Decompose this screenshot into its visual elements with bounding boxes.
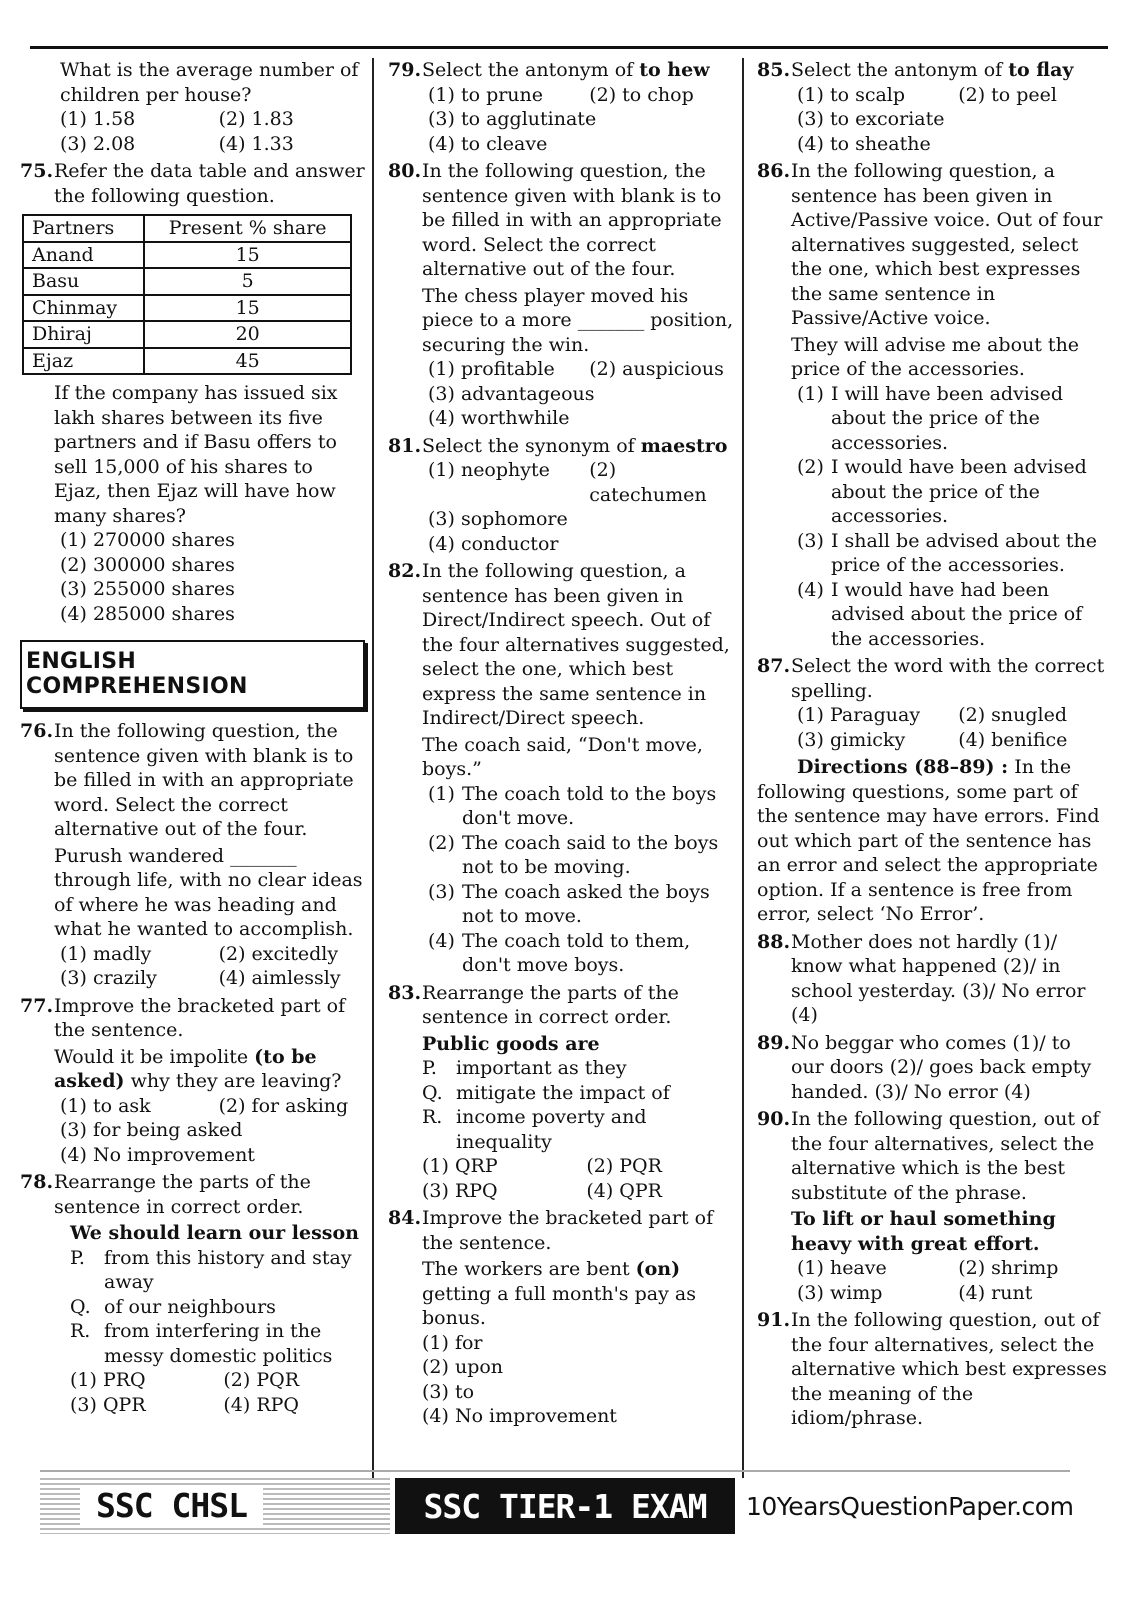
option[interactable] (428, 880, 738, 929)
option[interactable]: (3) for being asked (60, 1119, 243, 1141)
directions-label: Directions (88–89) : (797, 756, 1009, 778)
question-80 (388, 159, 738, 282)
option[interactable]: (4) RPQ (223, 1393, 300, 1416)
option-number: (1) (428, 782, 455, 805)
question-stem (791, 58, 1107, 83)
option[interactable]: (2) to chop (589, 83, 694, 106)
option[interactable] (797, 455, 1107, 529)
key-word: maestro (640, 434, 728, 457)
option[interactable]: (2) 1.83 (218, 108, 294, 130)
option[interactable]: (4) benifice (958, 728, 1068, 751)
part-text: important as they (456, 1057, 627, 1079)
option-text: The coach told to them, don't move boys. (462, 929, 691, 976)
option[interactable]: (2) shrimp (958, 1257, 1059, 1279)
option[interactable]: (3) QPR (70, 1393, 146, 1416)
option-number: (2) (797, 456, 824, 478)
question-stem: In the following question, a sentence has been given in Active/Passive voice. Out of four alternatives suggested, select the one, which best expresses the same sentence in Passive/Active voice. (791, 160, 1103, 329)
option[interactable]: (3) sophomore (428, 508, 568, 530)
question-number: 80. (388, 160, 422, 182)
option[interactable]: (2) PQR (586, 1155, 662, 1177)
q78-lead: We should learn our lesson (70, 1222, 359, 1244)
q77-text (20, 1045, 365, 1094)
option[interactable]: (3) to (422, 1380, 475, 1403)
option[interactable]: (3) 255000 shares (60, 578, 235, 600)
sentence-part: The workers are bent (422, 1258, 636, 1280)
option[interactable]: (1) neophyte (428, 459, 550, 481)
question-number: 75. (20, 160, 54, 182)
q90-phrase: To lift or haul something heavy with great effort. (791, 1208, 1056, 1255)
table-cell: Dhiraj (23, 321, 144, 348)
question-84 (388, 1206, 738, 1255)
table-row (23, 295, 351, 322)
option[interactable]: (4) to sheathe (797, 132, 931, 155)
table-cell: 20 (144, 321, 351, 348)
option[interactable] (428, 929, 738, 978)
column-3 (757, 58, 1107, 1431)
option[interactable]: (4) aimlessly (218, 967, 341, 989)
footer-website: 10YearsQuestionPaper.com (746, 1492, 1074, 1521)
question-82 (388, 559, 738, 731)
part-label: P. (422, 1057, 437, 1079)
option[interactable]: (4) 285000 shares (60, 602, 235, 625)
question-number: 81. (388, 434, 422, 457)
option[interactable]: (1) to prune (428, 83, 544, 106)
part-item (422, 1081, 738, 1106)
question-88 (757, 930, 1107, 1028)
question-number: 84. (388, 1207, 422, 1229)
option[interactable]: (1) 1.58 (60, 108, 136, 130)
part-label: Q. (70, 1295, 91, 1318)
option[interactable]: (4) to cleave (428, 132, 548, 155)
key-word: to flay (1008, 59, 1074, 81)
question-stem (422, 58, 738, 83)
table-row (23, 242, 351, 269)
option[interactable] (797, 529, 1107, 578)
question-number: 89. (757, 1031, 791, 1054)
option[interactable]: (2) auspicious (589, 358, 724, 380)
question-number: 82. (388, 560, 422, 582)
question-number: 83. (388, 981, 422, 1004)
option[interactable]: (1) madly (60, 942, 152, 965)
q86-options (757, 382, 1107, 652)
question-number: 86. (757, 160, 791, 182)
option[interactable]: (2) 300000 shares (60, 553, 235, 576)
column-divider (372, 58, 374, 1478)
bracketed-part: (on) (635, 1258, 681, 1280)
q75-options (20, 528, 365, 626)
option[interactable] (428, 782, 738, 831)
question-number: 76. (20, 720, 54, 742)
table-cell: Anand (23, 242, 144, 269)
q83-parts (388, 1056, 738, 1154)
q77-options (20, 1094, 365, 1168)
q90-options (757, 1256, 1107, 1305)
option[interactable]: (1) PRQ (70, 1369, 146, 1391)
question-text: No beggar who comes (1)/ to our doors (2)/ goes back empty handed. (3)/ No error (4) (791, 1031, 1092, 1103)
sentence-part: why they are leaving? (124, 1070, 342, 1092)
question-91 (757, 1308, 1107, 1431)
column-header: Present % share (144, 215, 351, 242)
table-cell: Basu (23, 268, 144, 295)
option[interactable]: (4) runt (958, 1281, 1033, 1304)
question-89 (757, 1031, 1107, 1105)
question-stem: Rearrange the parts of the sentence in correct order. (54, 1171, 311, 1218)
part-label: Q. (422, 1081, 443, 1104)
question-stem: In the following question, the sentence given with blank is to be filled in with an appropriate word. Select the correct alternative out of the four. (54, 720, 354, 840)
table-header-row (23, 215, 351, 242)
part-text: from this history and stay away (104, 1246, 352, 1293)
option[interactable]: (3) to agglutinate (428, 108, 597, 130)
question-85 (757, 58, 1107, 83)
option-number: (1) (797, 382, 824, 405)
q80-options (388, 357, 738, 431)
footer-rule (40, 1470, 1070, 1472)
option[interactable] (428, 831, 738, 880)
question-stem (422, 434, 738, 459)
table-cell: 15 (144, 295, 351, 322)
directions (757, 755, 1107, 927)
bracketed-part: (to be asked) (54, 1045, 317, 1092)
question-text: Mother does not hardly (1)/ know what happened (2)/ in school yesterday. (3)/ No error (4) (791, 930, 1086, 1026)
question-86 (757, 159, 1107, 331)
column-divider (742, 58, 744, 1478)
option[interactable]: (3) wimp (797, 1281, 883, 1304)
q76-text: Purush wandered _______ through life, with no clear ideas of where he was heading and what he wanted to accomplish. (54, 844, 363, 940)
table-cell: Ejaz (23, 348, 144, 375)
question-stem: In the following question, a sentence has been given in Direct/Indirect speech. Out of the four alternatives suggested, select the one, which best express the same sentence in Indirect/Direct speech. (422, 560, 730, 729)
q75-text: If the company has issued six lakh shares between its five partners and if Basu offers to sell 15,000 of his shares to Ejaz, then Ejaz will have how many shares? (54, 382, 338, 527)
question-number: 85. (757, 59, 791, 81)
question-87 (757, 654, 1107, 703)
option[interactable]: (4) No improvement (422, 1405, 617, 1427)
table-row (23, 348, 351, 375)
question-number: 77. (20, 994, 54, 1017)
question-stem: In the following question, out of the four alternatives, select the alternative which is the best substitute of the phrase. (791, 1108, 1100, 1204)
question-number: 78. (20, 1171, 54, 1193)
stem-text: Select the synonym of (422, 434, 641, 457)
key-word: to hew (639, 59, 710, 81)
question-number: 87. (757, 655, 791, 677)
column-2 (388, 58, 738, 1429)
q84-options (388, 1331, 738, 1429)
table-row (23, 321, 351, 348)
footer-left-text: SSC CHSL (80, 1486, 263, 1525)
question-83 (388, 981, 738, 1030)
option[interactable]: (1) to scalp (797, 83, 906, 106)
question-number: 91. (757, 1309, 791, 1331)
q82-options (388, 782, 738, 978)
table-row (23, 268, 351, 295)
footer-middle-block: SSC TIER-1 EXAM (395, 1478, 735, 1534)
q82-text: The coach said, “Don't move, boys.” (422, 733, 703, 780)
question-stem: Select the word with the correct spelling. (791, 655, 1105, 702)
stem-text: Select the antonym of (422, 59, 640, 81)
part-text: from interfering in the messy domestic politics (104, 1320, 333, 1367)
q83-lead: Public goods are (422, 1032, 600, 1055)
option[interactable]: (4) No improvement (60, 1143, 255, 1166)
option[interactable]: (3) gimicky (797, 728, 906, 751)
q84-text (388, 1257, 738, 1331)
option-text: The coach told to the boys don't move. (462, 782, 717, 829)
option[interactable]: (3) crazily (60, 967, 157, 989)
option[interactable]: (4) worthwhile (428, 407, 570, 429)
option[interactable] (797, 578, 1107, 652)
option-number: (3) (428, 880, 455, 903)
table-cell: 45 (144, 348, 351, 375)
q81-options (388, 458, 738, 556)
option[interactable]: (1) QRP (422, 1155, 498, 1177)
option-text: I would have been advised about the price of the accessories. (831, 456, 1087, 527)
part-item (70, 1319, 365, 1368)
option[interactable]: (2) catechumen (589, 459, 707, 506)
option[interactable] (797, 382, 1107, 456)
question-78 (20, 1170, 365, 1219)
question-stem: In the following question, out of the four alternatives, select the alternative which best expresses the meaning of the idiom/phrase. (791, 1309, 1107, 1429)
question-number: 79. (388, 59, 422, 81)
part-item (70, 1246, 365, 1295)
section-title: ENGLISH COMPREHENSION (20, 640, 365, 709)
table-cell: Chinmay (23, 295, 144, 322)
question-stem: In the following question, the sentence given with blank is to be filled in with an appropriate word. Select the correct alternative out of the four. (422, 160, 722, 280)
option[interactable]: (2) for asking (218, 1094, 349, 1117)
part-label: P. (70, 1246, 85, 1269)
option[interactable]: (2) excitedly (218, 942, 339, 965)
option[interactable]: (3) RPQ (422, 1179, 498, 1202)
option[interactable]: (1) to ask (60, 1094, 151, 1117)
question-79 (388, 58, 738, 83)
directions-text: In the following questions, some part of the sentence may have errors. Find out which part of the sentence has an error and select the appropriate option. If a sentence is free from error, select ‘No Error’. (757, 756, 1100, 925)
page-footer (40, 1470, 1074, 1542)
table-cell: 15 (144, 242, 351, 269)
part-item (422, 1056, 738, 1081)
table-cell: 5 (144, 268, 351, 295)
option[interactable]: (3) 2.08 (60, 132, 136, 155)
option[interactable]: (2) PQR (223, 1369, 300, 1391)
part-text: of our neighbours (104, 1295, 276, 1318)
option[interactable]: (3) to excoriate (797, 108, 945, 130)
option[interactable]: (1) heave (797, 1257, 887, 1279)
question-90 (757, 1107, 1107, 1205)
question-number: 90. (757, 1108, 791, 1130)
question-stem: Refer the data table and answer the following question. (54, 160, 365, 207)
question-stem: Improve the bracketed part of the sentence. (54, 994, 346, 1041)
column-header: Partners (23, 215, 144, 242)
option[interactable]: (1) Paraguay (797, 704, 921, 726)
q83-options (388, 1154, 738, 1203)
q78-parts (20, 1246, 365, 1369)
option-text: The coach asked the boys not to move. (462, 880, 710, 927)
option-text: I shall be advised about the price of the accessories. (831, 529, 1097, 576)
column-1 (20, 58, 365, 1417)
q74-options (20, 107, 365, 156)
option[interactable]: (3) advantageous (428, 382, 595, 405)
question-75 (20, 159, 365, 208)
q80-text: The chess player moved his piece to a more _______ position, securing the win. (422, 284, 734, 356)
part-item (70, 1295, 365, 1320)
part-text: mitigate the impact of (456, 1081, 670, 1104)
option[interactable]: (4) QPR (586, 1179, 662, 1202)
q87-options (757, 703, 1107, 752)
part-label: R. (70, 1320, 91, 1342)
question-81 (388, 434, 738, 459)
stem-text: Select the antonym of (791, 59, 1009, 81)
option-number: (4) (797, 578, 824, 601)
option-number: (4) (428, 929, 455, 952)
option[interactable]: (2) snugled (958, 704, 1068, 726)
question-stem: Improve the bracketed part of the sentence. (422, 1207, 714, 1254)
footer-left-block (40, 1478, 390, 1534)
option[interactable]: (1) profitable (428, 358, 555, 380)
question-stem: Rearrange the parts of the sentence in correct order. (422, 981, 679, 1028)
part-label: R. (422, 1106, 443, 1128)
option[interactable]: (4) conductor (428, 532, 559, 555)
question-77 (20, 994, 365, 1043)
q79-options (388, 83, 738, 157)
option[interactable]: (4) 1.33 (218, 132, 294, 155)
q85-options (757, 83, 1107, 157)
part-item (422, 1105, 738, 1154)
option[interactable]: (1) for (422, 1331, 483, 1354)
option-text: I would have had been advised about the price of the accessories. (831, 578, 1083, 650)
q86-text: They will advise me about the price of the accessories. (791, 333, 1080, 380)
part-text: income poverty and inequality (456, 1106, 647, 1153)
sentence-part: getting a full month's pay as bonus. (422, 1282, 696, 1329)
option-number: (3) (797, 529, 824, 552)
option[interactable]: (2) to peel (958, 83, 1057, 106)
option[interactable]: (2) upon (422, 1356, 504, 1378)
question-76 (20, 719, 365, 842)
option[interactable]: (1) 270000 shares (60, 529, 235, 551)
top-rule (30, 46, 1108, 49)
option-text: The coach said to the boys not to be moving. (462, 831, 719, 878)
question-number: 88. (757, 930, 791, 953)
option-text: I will have been advised about the price of the accessories. (831, 382, 1064, 454)
q78-options (20, 1368, 365, 1417)
q74-stem: What is the average number of children per house? (60, 59, 359, 106)
sentence-part: Would it be impolite (54, 1045, 255, 1068)
q76-options (20, 942, 365, 991)
option-number: (2) (428, 831, 455, 854)
partners-table (22, 214, 352, 375)
